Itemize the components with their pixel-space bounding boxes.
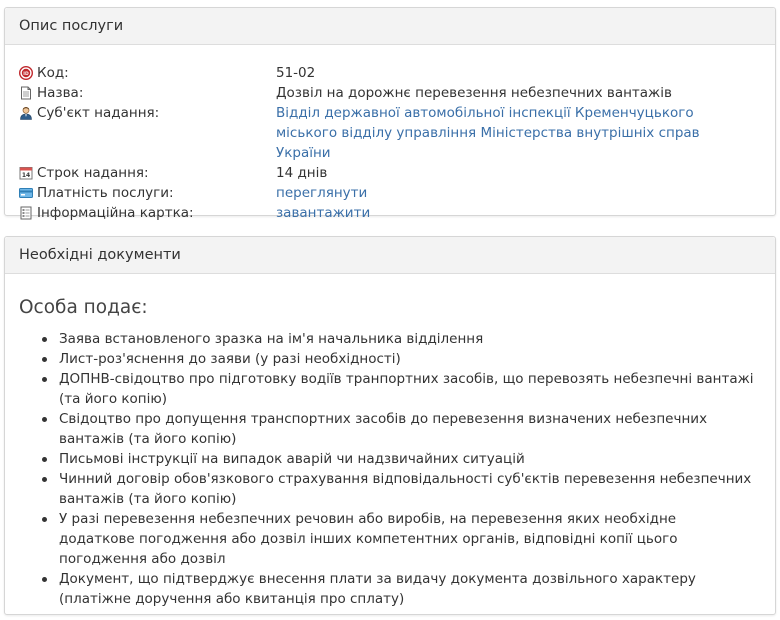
list-item: Лист-роз'яснення до заяви (у разі необхідності)	[59, 349, 754, 369]
required-documents-panel	[4, 236, 776, 615]
info-row-payment	[19, 183, 764, 203]
value-name: Дозвіл на дорожнє перевезення небезпечних вантажів	[276, 85, 672, 101]
provider-link[interactable]: Відділ державної автомобільної інспекції Кременчуцького міського відділу управління Міністерства внутрішніх справ України	[276, 105, 700, 161]
info-row-info-card	[19, 203, 764, 223]
code-badge-text: ID	[23, 72, 29, 77]
person-icon	[19, 106, 33, 120]
label-payment: Платність послуги:	[37, 185, 174, 201]
label-info-card: Інформаційна картка:	[37, 205, 194, 221]
info-card-icon	[19, 206, 33, 220]
applicant-submits-heading: Особа подає:	[19, 297, 148, 318]
value-term: 14 днів	[276, 165, 328, 181]
info-card-download-link[interactable]: завантажити	[276, 205, 371, 221]
calendar-icon	[19, 166, 33, 180]
list-item: Чинний договір обов'язкового страхування відповідальності суб'єктів перевезення небезпечних вантажів (та його копію)	[59, 469, 754, 509]
payment-card-icon	[19, 186, 33, 200]
service-description-heading: Опис послуги	[5, 8, 775, 45]
info-row-name	[19, 83, 764, 103]
payment-view-link[interactable]: переглянути	[276, 185, 368, 201]
label-term: Строк надання:	[37, 165, 149, 181]
info-row-term	[19, 163, 764, 183]
info-row-code	[19, 63, 764, 83]
required-documents-heading: Необхідні документи	[5, 237, 775, 274]
value-code: 51-02	[276, 65, 316, 81]
list-item: У разі перевезення небезпечних речовин або виробів, на перевезення яких необхідне додаткове погодження або дозвіл інших компетентних органів, відповідні копії цього погодження або дозвіл	[59, 509, 754, 569]
list-item: Свідоцтво про допущення транспортних засобів до перевезення визначених небезпечних вантажів (та його копію)	[59, 409, 754, 449]
document-icon	[19, 86, 33, 100]
label-code: Код:	[37, 65, 69, 81]
service-info-table	[19, 63, 764, 223]
list-item: Документ, що підтверджує внесення плати за видачу документа дозвільного характеру (платіжне доручення або квитанція про сплату)	[59, 569, 754, 609]
code-badge-icon	[19, 66, 33, 80]
service-description-panel	[4, 7, 776, 221]
documents-list	[19, 329, 754, 609]
list-item: Заява встановленого зразка на ім'я начальника відділення	[59, 329, 754, 349]
list-item: ДОПНВ-свідоцтво про підготовку водіїв транпортних засобів, що перевозять небезпечні вантажі (та його копію)	[59, 371, 754, 407]
list-item: Письмові інструкції на випадок аварій чи надзвичайних ситуацій	[59, 449, 754, 469]
calendar-number: 14	[21, 172, 31, 180]
label-provider: Суб'єкт надання:	[37, 105, 160, 121]
label-name: Назва:	[37, 85, 84, 101]
info-row-provider	[19, 103, 764, 163]
